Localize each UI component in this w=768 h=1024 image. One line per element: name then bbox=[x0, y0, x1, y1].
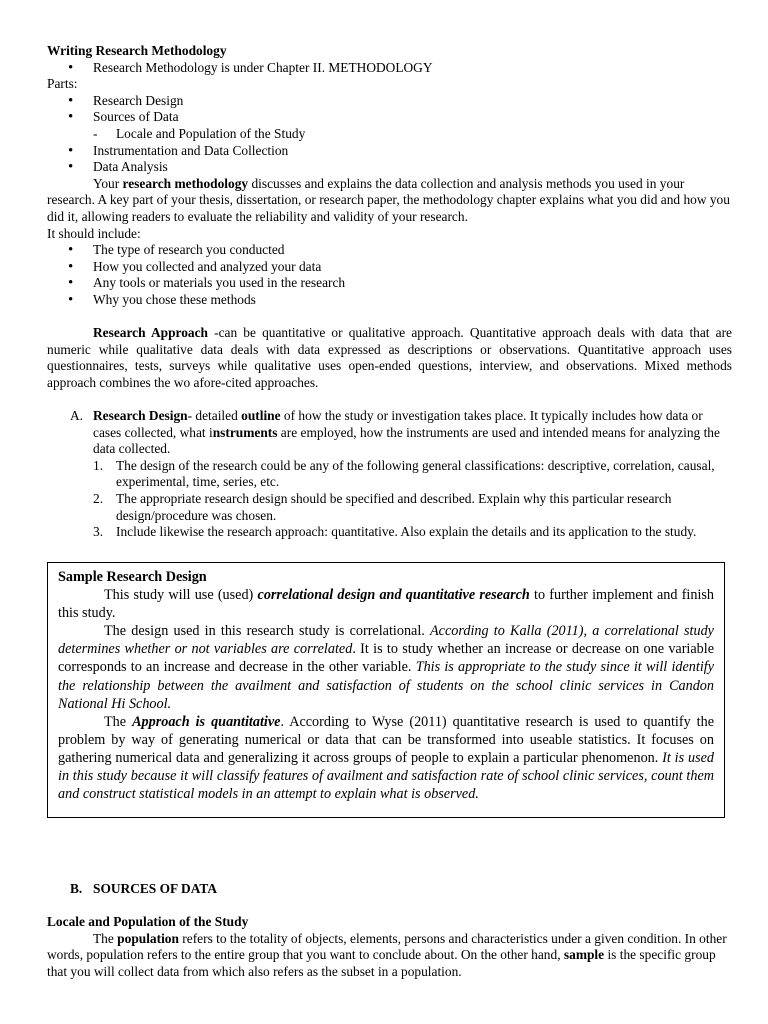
list-item: • Research Design bbox=[47, 93, 732, 110]
sample-paragraph-2: The design used in this research study is correlational. According to Kalla (2011), a correlational study determines whether or not variables are correlated. It is to study whether an increase or decrease on one variable corresponds to an increase and decrease in the other variable. This is appropriate to the study since it will identify the relationship between the availment and satisfaction of students on the school clinic services in Candon National Hi School. bbox=[58, 623, 715, 712]
list-item: • Instrumentation and Data Collection bbox=[47, 143, 732, 160]
parts-list bbox=[47, 93, 732, 126]
list-item: 3. Include likewise the research approach: quantitative. Also explain the details and its application to the study. bbox=[93, 524, 697, 540]
sample-paragraph-1: This study will use (used) correlational design and quantitative research to further implement and finish this study. bbox=[58, 587, 715, 622]
list-item: • Any tools or materials you used in the research bbox=[47, 275, 732, 292]
sample-paragraph-3: The Approach is quantitative. According to Wyse (2011) quantitative research is used to quantify the problem by way of generating numerical or data that can be transformed into useable statistics. It focuses on gathering numerical data and generalizing it across groups of people to explain a particular phenomenon. It is used in this study because it will classify features of availment and satisfaction rate of school clinic services, count them and construct statistical models in an attempt to explain what is observed. bbox=[58, 713, 715, 803]
include-list bbox=[47, 242, 732, 308]
methodology-paragraph: Your research methodology discusses and explains the data collection and analysis methods you used in your research. A key part of your thesis, dissertation, or research paper, the methodology chapter explains what you did and how you did it, allowing readers to evaluate the reliability and validity of your research. bbox=[47, 175, 730, 224]
intro-list bbox=[47, 60, 732, 77]
locale-paragraph: The population refers to the totality of objects, elements, persons and characteristics under a given condition. In other words, population refers to the entire group that you want to conclude about. On the other hand, sample is the specific group that you will collect data from which also refers as the subset in a population. bbox=[47, 930, 727, 979]
locale-title: Locale and Population of the Study bbox=[47, 914, 249, 929]
sample-box-title: Sample Research Design bbox=[58, 569, 207, 585]
section-b-letter: B. bbox=[70, 881, 83, 896]
list-item: • How you collected and analyzed your data bbox=[47, 259, 732, 276]
section-b-title: SOURCES OF DATA bbox=[93, 881, 217, 896]
list-item: • Why you chose these methods bbox=[47, 292, 732, 309]
include-label: It should include: bbox=[47, 225, 141, 241]
section-a-letter: A. bbox=[70, 408, 84, 423]
locale-section bbox=[47, 914, 732, 980]
section-a-paragraph: A. Research Design- detailed outline of how the study or investigation takes place. It typically includes how data or cases collected, what instruments are employed, how the instruments are used and intended means for analyzing the data collected. bbox=[70, 408, 720, 457]
document-title: Writing Research Methodology bbox=[47, 43, 227, 58]
section-a bbox=[47, 408, 732, 541]
section-a-numbered-list-wrap bbox=[47, 458, 732, 541]
intro-section bbox=[47, 43, 732, 309]
section-a-numbered-list bbox=[93, 458, 732, 541]
list-item: • The type of research you conducted bbox=[47, 242, 732, 259]
research-approach-paragraph: Research Approach -can be quantitative or qualitative approach. Quantitative approach deals with data that are numeric while qualitative data deals with data expressed as descriptions or observations. Quantitative approach uses questionnaires, tests, surveys while qualitative uses open-ended questions, interview, and observations. Mixed methods approach combines the wo afore-cited approaches. bbox=[47, 325, 732, 390]
parts-sub-item: - Locale and Population of the Study bbox=[93, 125, 306, 141]
sample-research-design-box bbox=[47, 562, 725, 818]
list-item: 2. The appropriate research design should be specified and described. Explain why this particular research design/procedure was chosen. bbox=[93, 490, 672, 523]
sub-item-text: Locale and Population of the Study bbox=[116, 125, 306, 141]
research-approach-section bbox=[47, 325, 732, 391]
list-item: 1. The design of the research could be any of the following general classifications: descriptive, correlation, causal, experimental, time, series, etc. bbox=[93, 457, 715, 490]
list-item: • Sources of Data bbox=[47, 109, 732, 126]
list-item: • Data Analysis bbox=[47, 159, 732, 176]
parts-list-rest bbox=[47, 143, 732, 176]
section-b-heading bbox=[47, 881, 732, 898]
parts-label: Parts: bbox=[47, 76, 78, 92]
list-item: • Research Methodology is under Chapter II. METHODOLOGY bbox=[47, 60, 732, 77]
